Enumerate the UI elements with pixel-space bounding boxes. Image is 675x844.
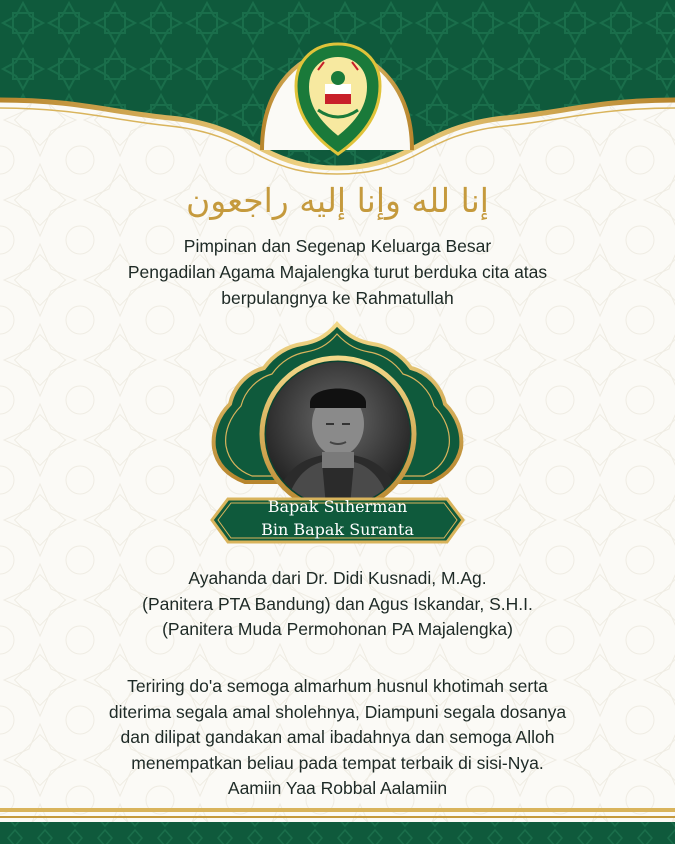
relation-line: (Panitera PTA Bandung) dan Agus Iskandar, S.H.I. <box>142 593 533 614</box>
prayer-text <box>40 674 635 802</box>
arabic-istirja: إنا لله وإنا إليه راجعون <box>186 181 489 220</box>
relation-text <box>60 566 615 643</box>
deceased-name-line1: Bapak Suherman <box>267 497 408 516</box>
intro-text <box>60 233 615 311</box>
deceased-name-line2: Bin Bapak Suranta <box>261 520 414 539</box>
footer-ornament <box>0 808 675 844</box>
deceased-name <box>206 495 469 541</box>
prayer-line: diterima segala amal sholehnya, Diampuni segala dosanya <box>108 701 567 722</box>
intro-line: berpulangnya ke Rahmatullah <box>221 288 454 308</box>
portrait-photo-icon <box>266 362 410 506</box>
prayer-line: dan dilipat gandakan amal ibadahnya dan semoga Alloh <box>120 727 555 747</box>
relation-line: Ayahanda dari Dr. Didi Kusnadi, M.Ag. <box>188 568 487 588</box>
prayer-line: menempatkan beliau pada tempat terbaik di sisi-Nya. <box>131 752 544 773</box>
deceased-photo <box>266 362 410 506</box>
prayer-line: Aamiin Yaa Robbal Aalamiin <box>227 778 448 798</box>
intro-line: Pengadilan Agama Majalengka turut berduka cita atas <box>127 262 548 282</box>
intro-line: Pimpinan dan Segenap Keluarga Besar <box>183 236 492 256</box>
prayer-line: Teriring do'a semoga almarhum husnul khotimah serta <box>127 676 548 696</box>
relation-line: (Panitera Muda Permohonan PA Majalengka) <box>162 619 513 639</box>
court-logo-icon <box>288 40 388 158</box>
